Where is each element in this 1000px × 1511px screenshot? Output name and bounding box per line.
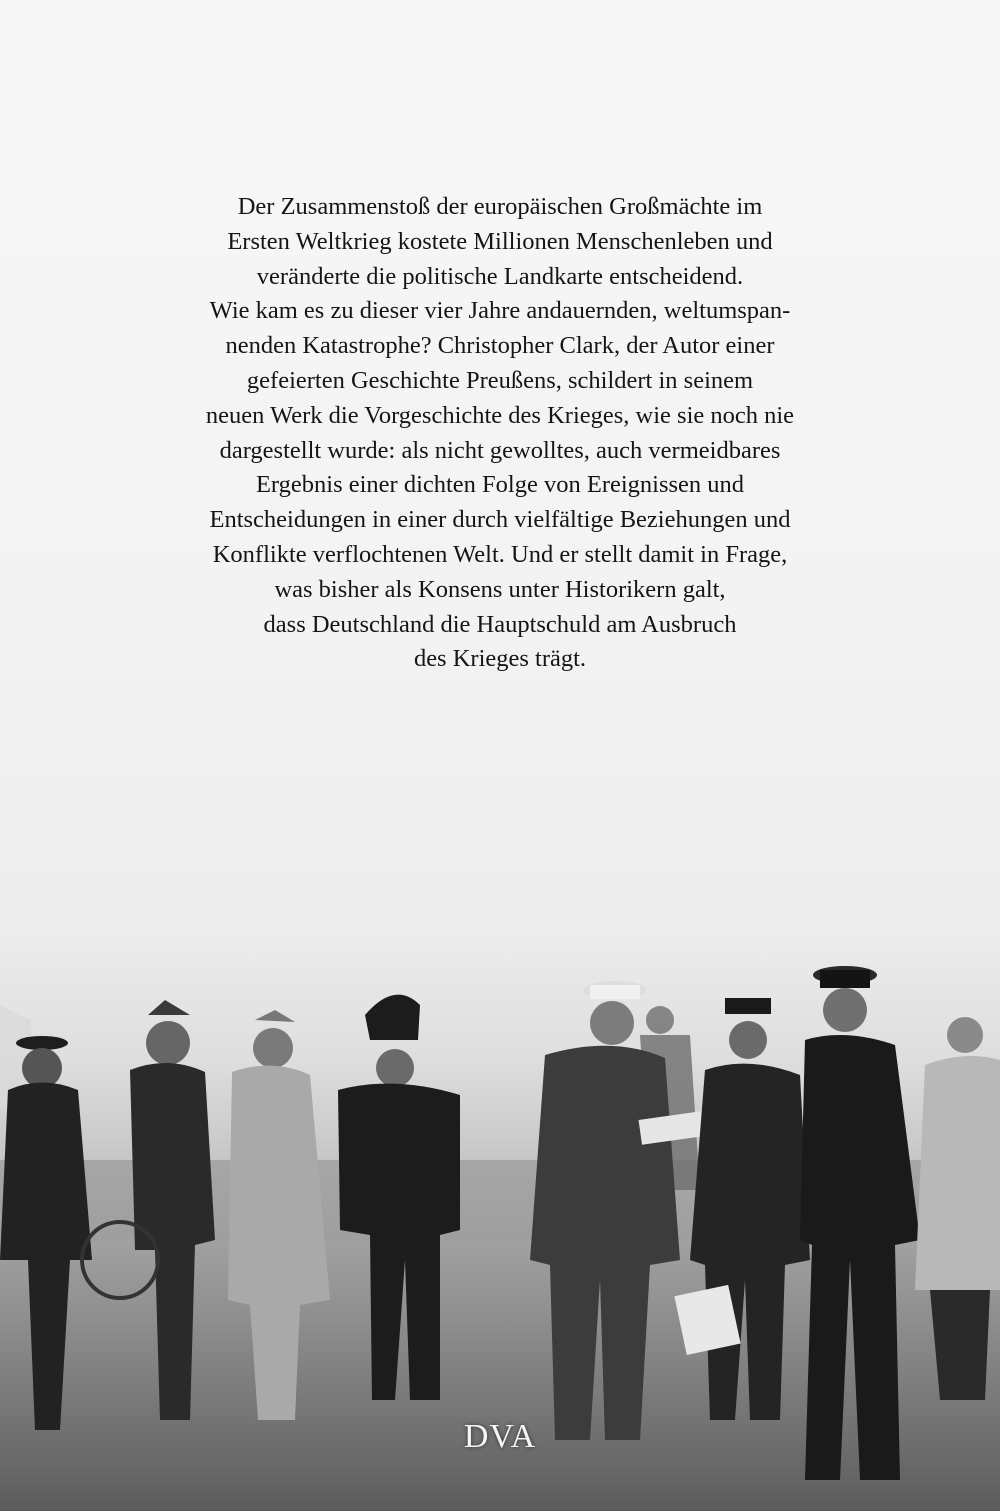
blurb-line: neuen Werk die Vorgeschichte des Krieges, wie sie noch nie — [205, 401, 795, 429]
blurb-line: was bisher als Konsens unter Historikern galt, — [274, 575, 726, 603]
publisher-logo: DVA — [463, 1418, 537, 1455]
blurb-line: Ergebnis einer dichten Folge von Ereignissen und — [255, 471, 745, 499]
blurb-line: Ersten Weltkrieg kostete Millionen Menschenleben und — [227, 227, 773, 255]
blurb-text — [120, 190, 880, 677]
blurb-line: dass Deutschland die Hauptschuld am Ausbruch — [263, 610, 737, 638]
blurb-line: gefeierten Geschichte Preußens, schildert in seinem — [246, 366, 754, 394]
blurb-line: dargestellt wurde: als nicht gewolltes, auch vermeidbares — [219, 436, 781, 464]
blurb-line: nenden Katastrophe? Christopher Clark, der Autor einer — [225, 332, 775, 360]
blurb-line: Der Zusammenstoß der europäischen Großmächte im — [237, 193, 763, 220]
blurb-line: veränderte die politische Landkarte entscheidend. — [256, 262, 744, 290]
blurb-line: Wie kam es zu dieser vier Jahre andauernden, weltumspan- — [209, 297, 791, 325]
blurb-line: Konflikte verflochtenen Welt. Und er stellt damit in Frage, — [212, 540, 788, 568]
blurb-line: Entscheidungen in einer durch vielfältige Beziehungen und — [209, 506, 791, 534]
blurb-line: des Krieges trägt. — [413, 645, 587, 673]
